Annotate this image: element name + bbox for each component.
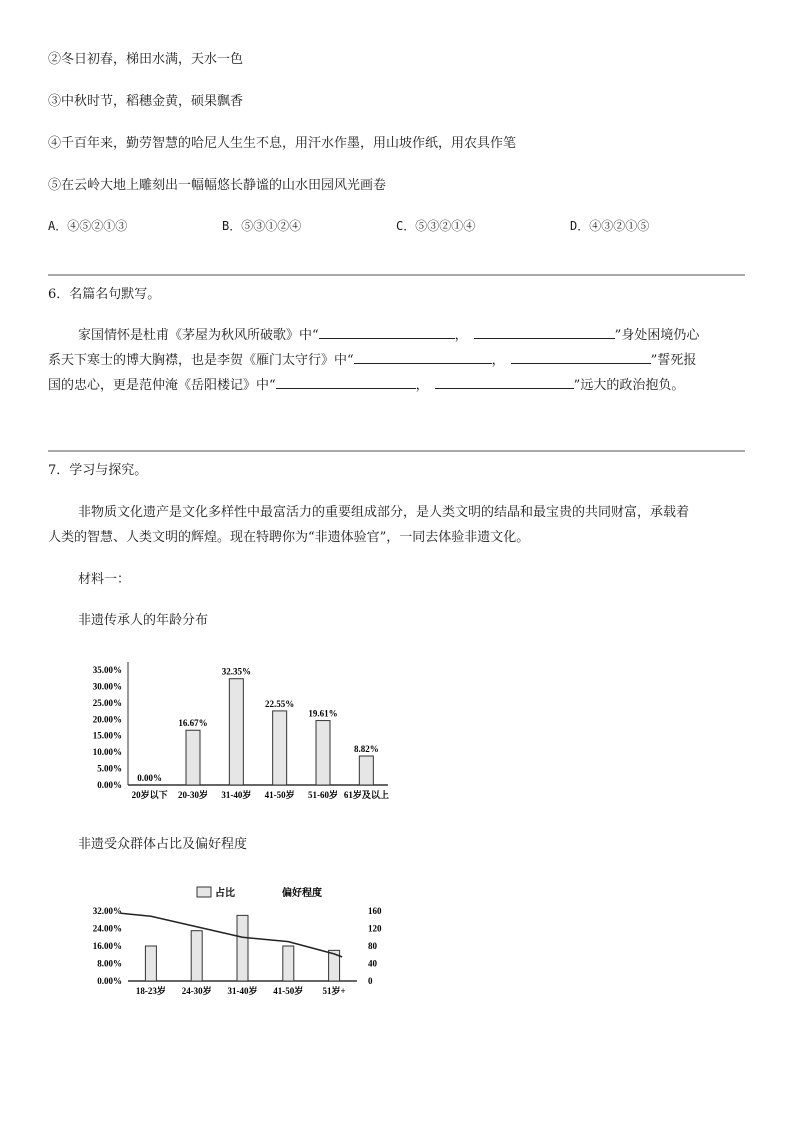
y-tick-label-left: 8.00% <box>97 958 122 969</box>
choice-b[interactable]: B．⑤③①②④ <box>222 219 302 233</box>
choice-c[interactable]: C．⑤③②①④ <box>396 219 476 233</box>
y-tick-label: 30.00% <box>92 681 122 692</box>
age-distribution-chart <box>72 655 392 805</box>
y-tick-label-left: 24.00% <box>92 923 122 934</box>
bar <box>283 946 294 981</box>
legend-label: 占比 <box>215 888 235 899</box>
q6-text: ， <box>415 378 429 393</box>
data-label: 8.82% <box>353 744 379 755</box>
audience-share-chart <box>72 878 402 1003</box>
legend-swatch-share <box>197 887 211 897</box>
answer-blank-6[interactable] <box>435 376 574 389</box>
choice-d[interactable]: D．④③②①⑤ <box>570 219 650 233</box>
answer-blank-1[interactable] <box>319 326 455 339</box>
sequence-item-4: ④千百年来，勤劳智慧的哈尼人生生不息，用汗水作墨，用山坡作纸，用农具作笔 <box>48 136 517 151</box>
data-label: 22.55% <box>265 698 295 709</box>
y-tick-label-left: 32.00% <box>92 906 122 916</box>
q7-paragraph-line-1: 非物质文化遗产是文化多样性中最富活力的重要组成部分，是人类文明的结晶和最宝贵的共同财富，承载着 <box>78 505 690 520</box>
q6-title: 6．名篇名句默写。 <box>48 287 161 302</box>
q6-line-1 <box>78 326 699 345</box>
section-divider <box>48 274 745 276</box>
q6-text: ， <box>454 328 468 343</box>
bar <box>145 946 156 981</box>
y-tick-label-right: 40 <box>368 958 377 969</box>
bar <box>237 915 248 981</box>
q6-line-2 <box>48 351 696 370</box>
answer-blank-2[interactable] <box>474 326 615 339</box>
y-tick-label: 20.00% <box>92 714 122 725</box>
bar <box>316 721 330 785</box>
y-tick-label-right: 80 <box>368 941 377 951</box>
bar <box>186 730 200 785</box>
q6-line-3 <box>48 376 684 395</box>
q6-text: 家国情怀是杜甫《茅屋为秋风所破歌》中“ <box>78 328 319 343</box>
x-tick-label: 61岁及以上 <box>343 790 389 800</box>
x-tick-label: 41-50岁 <box>264 790 295 800</box>
x-tick-label: 51岁+ <box>322 986 346 996</box>
bar <box>229 679 243 785</box>
y-tick-label: 10.00% <box>92 747 122 758</box>
data-label: 16.67% <box>178 718 208 729</box>
q6-text: ”身处困境仍心 <box>614 328 700 343</box>
q6-text: 系天下寒士的博大胸襟，也是李贺《雁门太守行》中“ <box>48 353 354 368</box>
section-divider <box>48 450 745 452</box>
x-tick-label: 31-40岁 <box>227 986 258 996</box>
y-tick-label-right: 0 <box>368 976 373 986</box>
q7-paragraph-line-2: 人类的智慧、人类文明的辉煌。现在特聘你为“非遗体验官”，一同去体验非遗文化。 <box>48 530 530 545</box>
data-label: 19.61% <box>308 708 338 719</box>
answer-blank-5[interactable] <box>276 376 416 389</box>
bar <box>359 756 373 785</box>
choice-a[interactable]: A．④⑤②①③ <box>48 219 128 233</box>
bar <box>273 711 287 785</box>
q6-text: ”誓死报 <box>650 353 697 368</box>
q6-text: ， <box>491 353 505 368</box>
answer-blank-3[interactable] <box>354 351 492 364</box>
q6-text: ”远大的政治抱负。 <box>573 378 685 393</box>
q7-title: 7．学习与探究。 <box>48 463 148 478</box>
y-tick-label: 0.00% <box>97 780 122 790</box>
y-tick-label-left: 0.00% <box>97 976 122 986</box>
y-tick-label: 25.00% <box>92 697 122 708</box>
x-tick-label: 20-30岁 <box>178 790 208 800</box>
x-tick-label: 20岁以下 <box>131 790 168 800</box>
material-label: 材料一： <box>78 572 131 587</box>
q6-text: 国的忠心，更是范仲淹《岳阳楼记》中“ <box>48 378 276 393</box>
data-label: 0.00% <box>137 773 163 783</box>
data-label: 32.35% <box>221 666 251 677</box>
chart1-title: 非遗传承人的年龄分布 <box>78 613 209 628</box>
y-tick-label: 5.00% <box>97 763 122 774</box>
sequence-item-3: ③中秋时节，稻穗金黄，硕果飘香 <box>48 94 244 109</box>
y-tick-label-right: 120 <box>368 923 382 934</box>
x-tick-label: 41-50岁 <box>273 986 304 996</box>
x-tick-label: 18-23岁 <box>135 986 166 996</box>
bar <box>191 931 202 981</box>
y-tick-label-right: 160 <box>368 906 382 916</box>
x-tick-label: 24-30岁 <box>181 986 212 996</box>
y-tick-label: 35.00% <box>92 665 122 675</box>
x-tick-label: 31-40岁 <box>221 790 252 800</box>
sequence-item-5: ⑤在云岭大地上雕刻出一幅幅悠长静谧的山水田园风光画卷 <box>48 178 387 193</box>
legend-label: 偏好程度 <box>282 888 322 899</box>
y-tick-label: 15.00% <box>92 730 122 741</box>
y-tick-label-left: 16.00% <box>92 941 122 951</box>
answer-blank-4[interactable] <box>511 351 651 364</box>
chart2-title: 非遗受众群体占比及偏好程度 <box>78 837 248 852</box>
x-tick-label: 51-60岁 <box>308 790 338 800</box>
sequence-item-2: ②冬日初春，梯田水满，天水一色 <box>48 52 244 67</box>
